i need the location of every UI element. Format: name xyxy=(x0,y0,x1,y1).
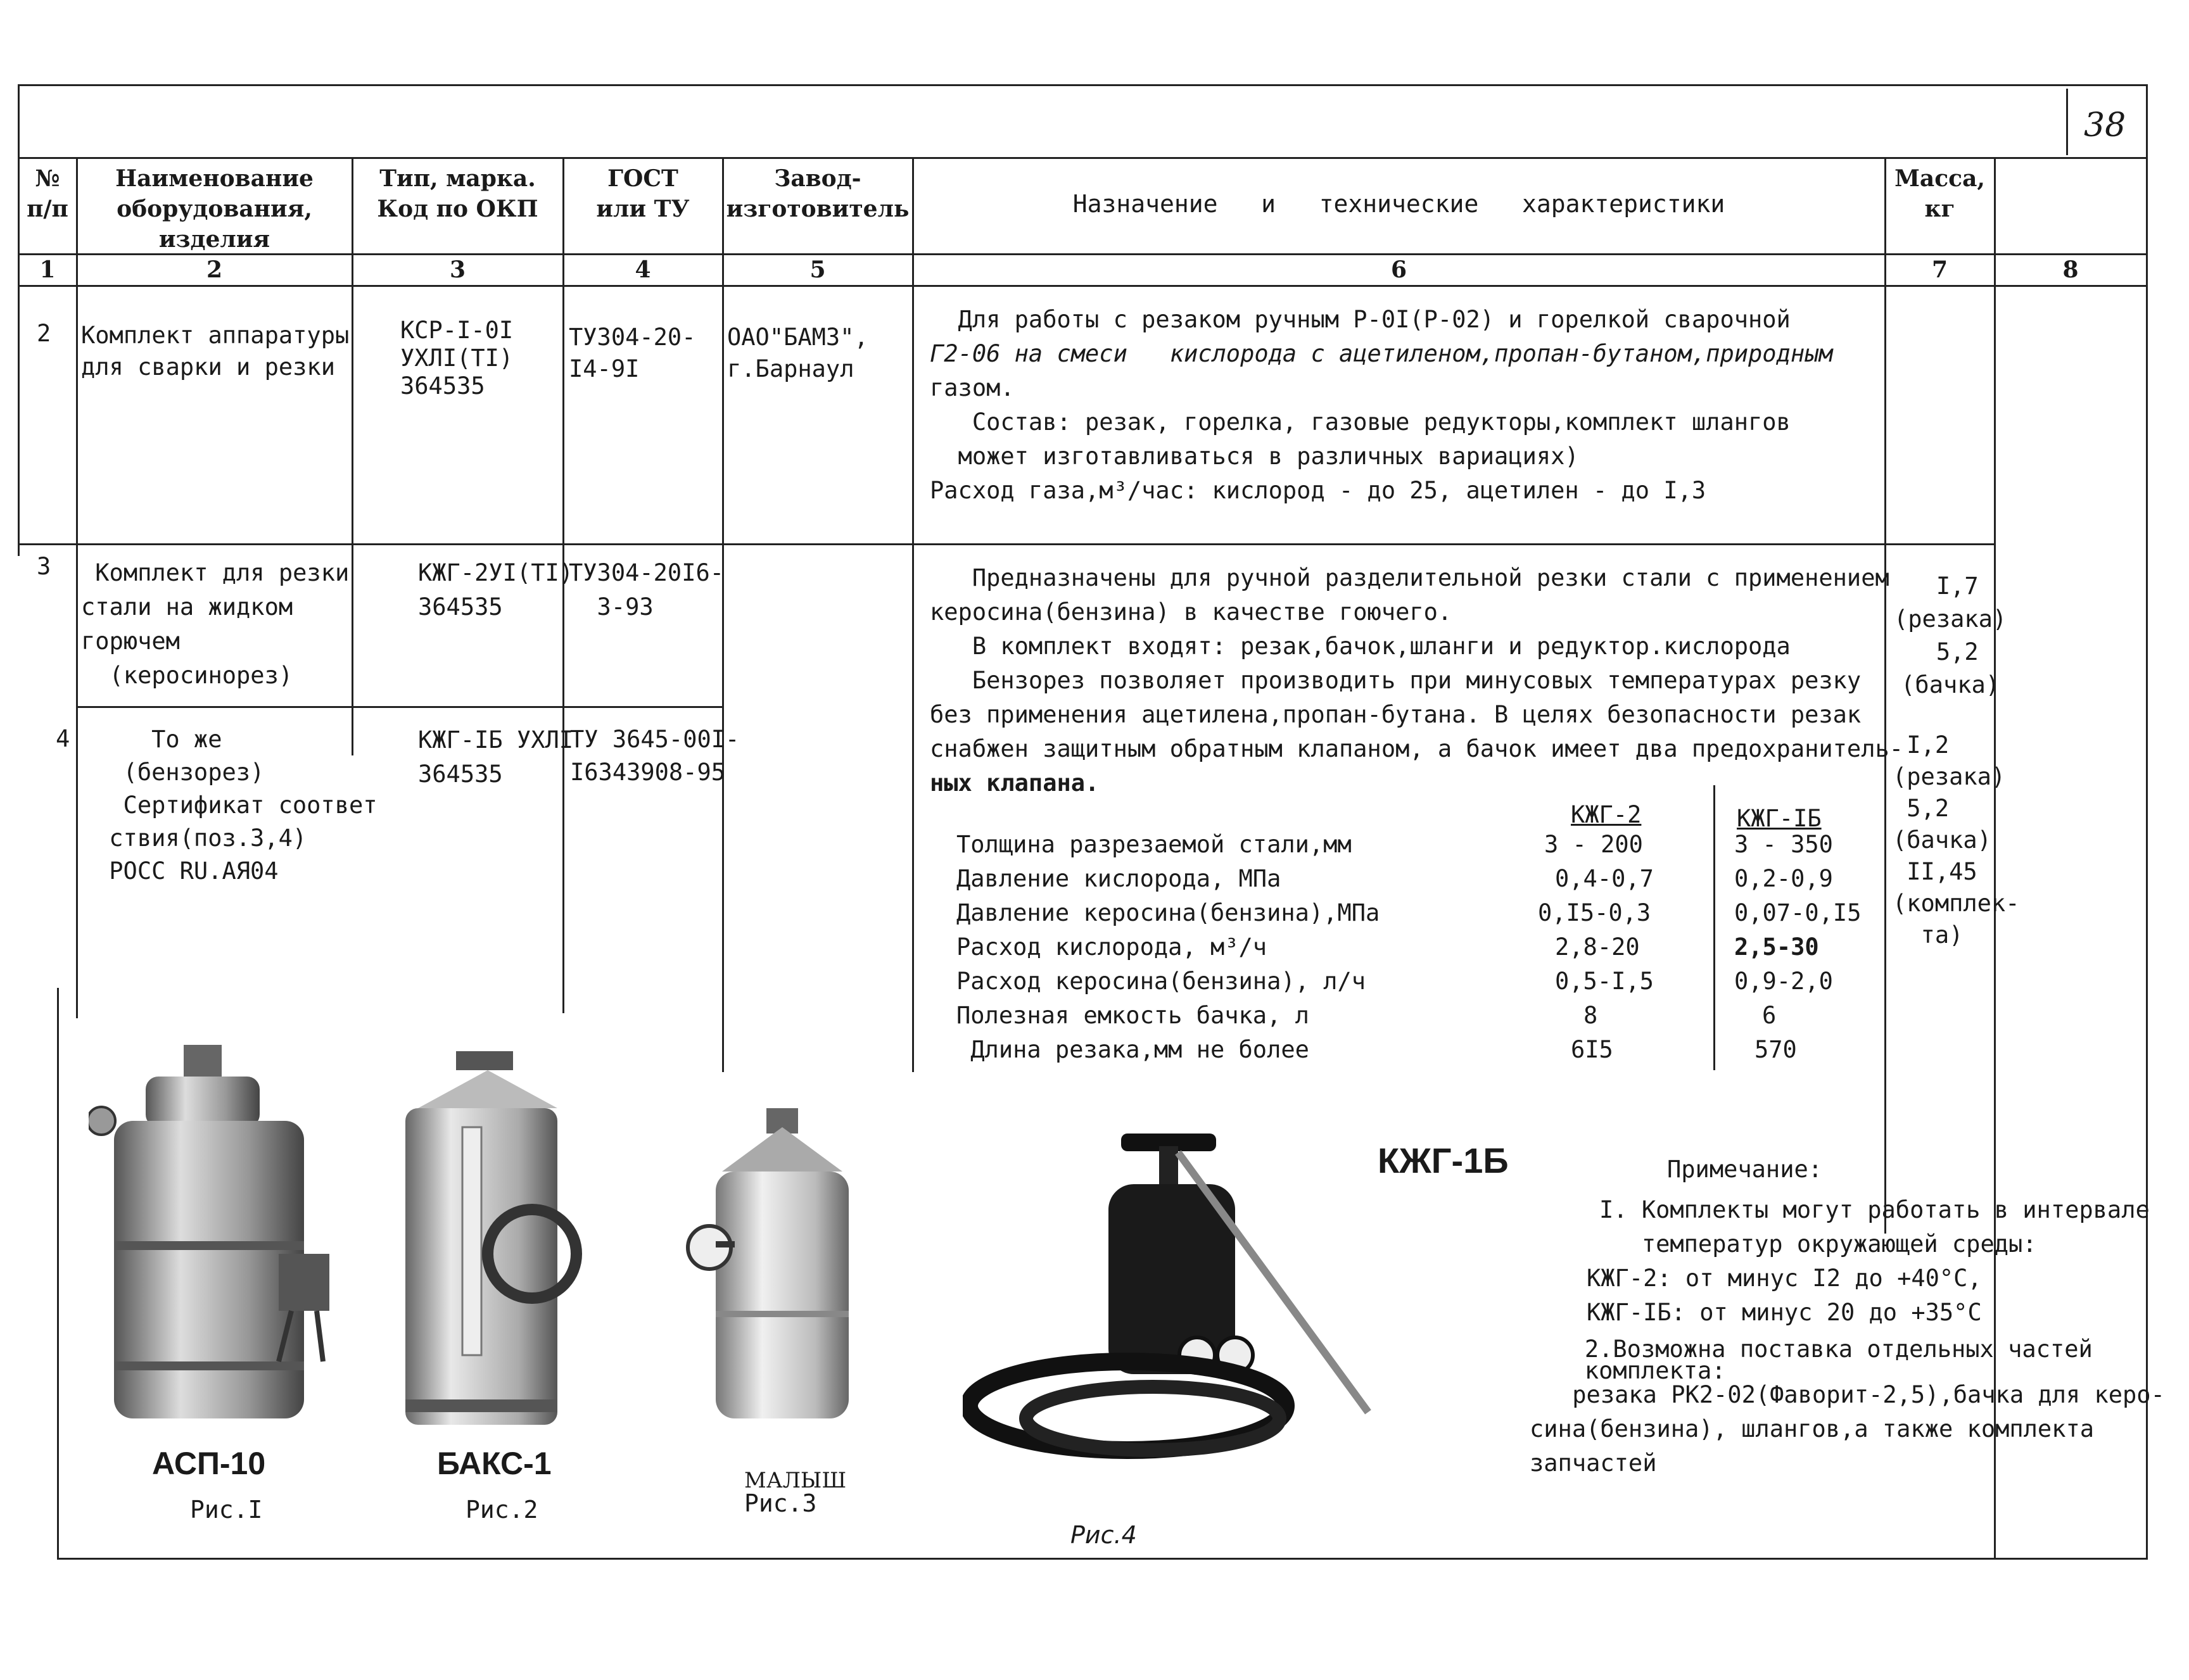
spec-value-b: 6 xyxy=(1762,1002,1777,1029)
desc-line: керосина(бензина) в качестве гоючего. xyxy=(930,598,1452,626)
spec-label: Толщина разрезаемой стали,мм xyxy=(956,831,1352,858)
header-col3: Тип, марка. Код по ОКП xyxy=(377,165,538,222)
row2-type: КСР-I-0I УХЛI(ТI) 364535 xyxy=(400,317,514,400)
spec-row xyxy=(956,831,1894,865)
figure-kzhg1b-image xyxy=(963,1121,1406,1475)
note-line: температур окружающей среды: xyxy=(1599,1230,2037,1258)
figure-asp10-image xyxy=(89,1032,355,1444)
header-col4: ГОСТ или ТУ xyxy=(596,165,690,222)
frame-top-line xyxy=(18,84,2147,86)
spec-label: Расход кислорода, м³/ч xyxy=(956,933,1267,961)
note-line: КЖГ-IБ: от минус 20 до +35°С xyxy=(1587,1299,1982,1326)
colnum-5: 5 xyxy=(809,256,826,283)
spec-value-b: 0,9-2,0 xyxy=(1734,968,1833,995)
row2-desc-line: Расход газа,м³/час: кислород - до 25, ацетилен - до I,3 xyxy=(930,477,1706,504)
figure-baks1-image xyxy=(380,1045,595,1437)
note-line: I. Комплекты могут работать в интервале xyxy=(1599,1196,2150,1223)
row-separator-3-4 xyxy=(76,706,722,708)
spec-row xyxy=(956,1036,1894,1070)
colnum-4: 4 xyxy=(635,256,651,283)
frame-left-line xyxy=(18,84,20,556)
spec-value-b: 0,2-0,9 xyxy=(1734,865,1833,892)
desc-line: снабжен защитным обратным клапаном, а бачок имеет два предохранитель- xyxy=(930,735,1904,762)
figure-asp10-caption: Рис.I xyxy=(190,1496,263,1524)
header-col2: Наименование оборудования, изделия xyxy=(115,165,314,253)
frame-bottom-line xyxy=(57,1558,2147,1560)
colnum-1: 1 xyxy=(39,256,56,283)
frame-lower-left-line xyxy=(57,988,59,1558)
note-line: сина(бензина), шлангов,а также комплекта xyxy=(1530,1415,2095,1443)
spec-label: Давление керосина(бензина),МПа xyxy=(956,899,1380,926)
row2-desc-line: Для работы с резаком ручным Р-0I(Р-02) и горелкой сварочной xyxy=(930,306,1791,333)
note-line: резака РК2-02(Фаворит-2,5),бачка для керо- xyxy=(1558,1381,2165,1408)
spec-value-b: 570 xyxy=(1754,1036,1797,1063)
figure-malysh-caption: Рис.3 xyxy=(744,1489,817,1517)
row3-gost: ТУ304-20I6- 3-93 xyxy=(569,559,725,621)
colnum-2: 2 xyxy=(206,256,223,283)
figure-baks1-caption: Рис.2 xyxy=(466,1496,538,1524)
spec-value-a: 0,I5-0,3 xyxy=(1538,899,1651,926)
row3-type: КЖГ-2УI(ТI) 364535 xyxy=(418,559,574,621)
row2-gost: ТУ304-20- I4-9I xyxy=(569,324,696,382)
desc-line: без применения ацетилена,пропан-бутана. В целях безопасности резак xyxy=(930,701,1862,728)
colnum-3: 3 xyxy=(449,256,466,283)
row2-maker: ОАО"БАМЗ", г.Барнаул xyxy=(727,324,868,382)
col-divider-2 xyxy=(352,157,353,755)
desc-line: В комплект входят: резак,бачок,шланги и редуктор.кислорода xyxy=(930,633,1791,660)
spec-value-b: 3 - 350 xyxy=(1734,831,1833,858)
spec-value-b: 0,07-0,I5 xyxy=(1734,899,1862,926)
header-top-line xyxy=(18,157,2147,159)
figure-asp10-name: АСП-10 xyxy=(152,1446,266,1481)
row2-name: Комплект аппаратуры для сварки и резки xyxy=(81,322,350,381)
spec-value-a: 6I5 xyxy=(1571,1036,1613,1063)
spec-value-b: 2,5-30 xyxy=(1734,933,1819,961)
page-number-divider xyxy=(2066,89,2068,155)
desc-line: ных клапана. xyxy=(930,769,1100,797)
note-title: Примечание: xyxy=(1667,1156,1823,1183)
spec-col-b-header: КЖГ-IБ xyxy=(1737,805,1822,832)
col-divider-5 xyxy=(912,157,914,1072)
row4-type: КЖГ-IБ УХЛI 364535 xyxy=(418,726,574,788)
row4-num: 4 xyxy=(56,725,70,752)
spec-value-a: 0,4-0,7 xyxy=(1555,865,1654,892)
spec-label: Расход керосина(бензина), л/ч xyxy=(956,968,1366,995)
row2-desc-line: Г2-06 на смеси кислорода с ацетиленом,пропан-бутаном,природным xyxy=(930,340,1833,367)
figure-kzhg1b-caption: Рис.4 xyxy=(1070,1521,1137,1549)
note-line: КЖГ-2: от минус I2 до +40°С, xyxy=(1587,1265,1982,1292)
spec-label: Давление кислорода, МПа xyxy=(956,865,1281,892)
colnum-bottom-line xyxy=(18,285,2147,287)
spec-value-a: 3 - 200 xyxy=(1544,831,1643,858)
note-line: запчастей xyxy=(1530,1449,1657,1477)
row2-desc-line: газом. xyxy=(930,374,1015,401)
row4-gost: ТУ 3645-00I- I6343908-95 xyxy=(570,726,740,786)
colnum-7: 7 xyxy=(1931,256,1948,283)
row2-desc-line: Состав: резак, горелка, газовые редукторы,комплект шлангов xyxy=(930,408,1791,436)
page-number: 38 xyxy=(2084,106,2126,144)
row-separator-2-3 xyxy=(18,543,1994,545)
row4-mass: I,2 (резака) 5,2 (бачка) II,45 (комплек- та) xyxy=(1893,731,2020,949)
frame-right-line xyxy=(2146,84,2148,1560)
note-line: 2.Возможна поставка отдельных частей xyxy=(1542,1336,2093,1363)
desc-line: Бензорез позволяет производить при минусовых температурах резку xyxy=(930,667,1862,694)
header-col7: Масса, кг xyxy=(1894,165,1985,222)
note-line: комплекта: xyxy=(1542,1357,1726,1384)
row3-num: 3 xyxy=(37,553,51,580)
figure-kzhg1b-name: КЖГ-1Б xyxy=(1378,1140,1509,1180)
col-divider-1 xyxy=(76,157,78,1018)
row3-mass: I,7 (резака) 5,2 (бачка) xyxy=(1894,572,2007,698)
spec-value-a: 0,5-I,5 xyxy=(1555,968,1654,995)
desc-line: Предназначены для ручной разделительной резки стали с применением xyxy=(930,564,1889,591)
row4-name: То же (бензорез) Сертификат соответ ствия(поз.3,4) РОСС RU.АЯ04 xyxy=(109,726,378,885)
row2-num: 2 xyxy=(37,320,51,347)
row2-desc-line: может изготавливаться в различных вариациях) xyxy=(930,443,1579,470)
spec-row xyxy=(956,933,1894,968)
spec-value-a: 2,8-20 xyxy=(1555,933,1640,961)
spec-value-a: 8 xyxy=(1583,1002,1598,1029)
header-col5: Завод- изготовитель xyxy=(726,165,910,222)
row3-name: Комплект для резки стали на жидком горючем (керосинорез) xyxy=(81,559,350,689)
spec-row xyxy=(956,968,1894,1002)
figure-malysh-image xyxy=(684,1102,874,1431)
figure-malysh-name: МАЛЫШ xyxy=(744,1468,847,1493)
spec-col-a-header: КЖГ-2 xyxy=(1571,801,1642,828)
header-col6: Назначение и технические характеристики xyxy=(1072,190,1725,218)
colnum-6: 6 xyxy=(1390,256,1407,283)
spec-row xyxy=(956,865,1894,899)
spec-row xyxy=(956,1002,1894,1036)
spec-label: Длина резака,мм не более xyxy=(956,1036,1309,1063)
spec-row xyxy=(956,899,1894,933)
spec-label: Полезная емкость бачка, л xyxy=(956,1002,1309,1029)
header-col1: № п/п xyxy=(27,165,68,222)
figure-baks1-name: БАКС-1 xyxy=(437,1446,552,1481)
colnum-8: 8 xyxy=(2062,256,2079,283)
col-divider-6 xyxy=(1884,157,1886,1234)
